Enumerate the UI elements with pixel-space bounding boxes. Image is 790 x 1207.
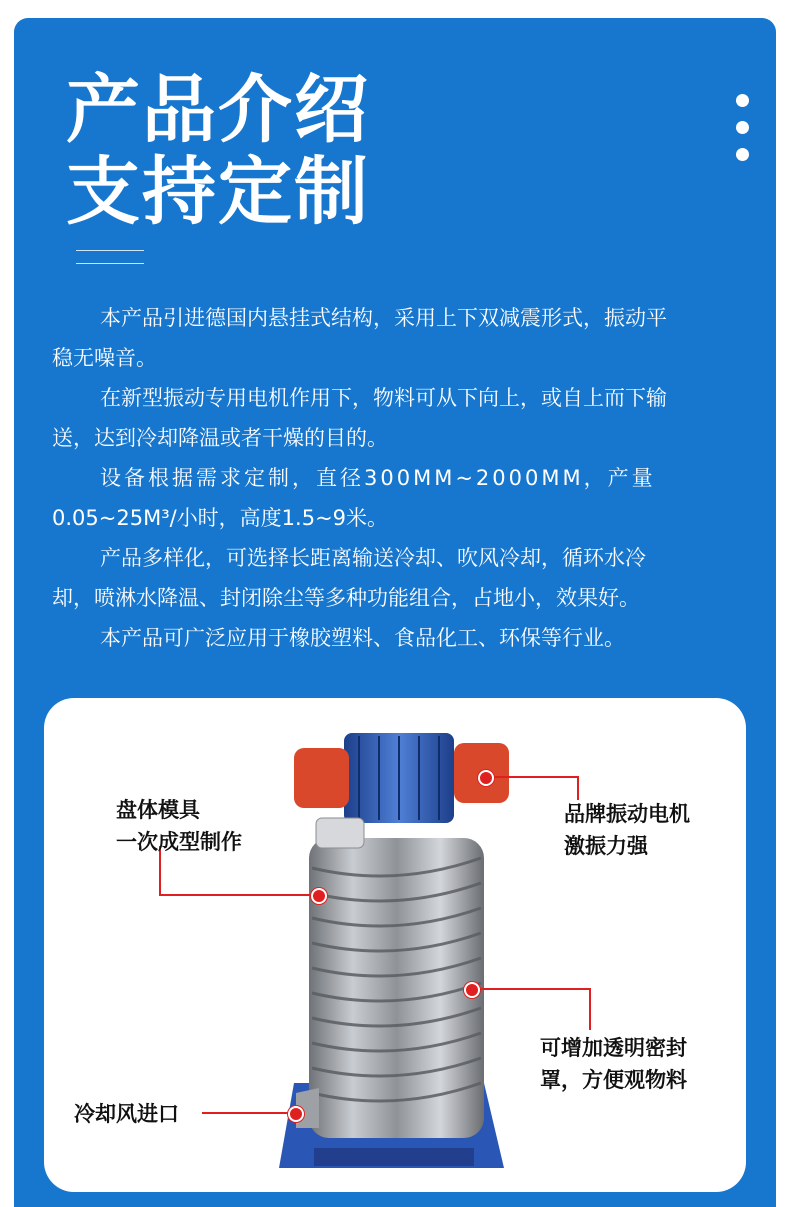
title-divider — [76, 250, 144, 264]
intro-p2-line1: 在新型振动专用电机作用下，物料可从下向上，或自上而下输 — [100, 386, 667, 410]
spiral-cylinder — [309, 838, 484, 1138]
callout-label-motor-1: 品牌振动电机 — [564, 802, 690, 826]
intro-paragraph-3 — [52, 458, 742, 538]
intro-paragraph-1 — [52, 298, 742, 378]
callout-label-plate-1: 盘体模具 — [116, 798, 200, 822]
page-title-line2: 支持定制 — [66, 149, 370, 235]
intro-paragraph-4 — [52, 538, 742, 618]
callout-line-left-bottom — [202, 1112, 288, 1114]
intro-p5-line1: 本产品可广泛应用于橡胶塑料、食品化工、环保等行业。 — [100, 626, 625, 650]
callout-label-cover-2: 罩，方便观物料 — [540, 1068, 687, 1092]
intro-paragraph-2 — [52, 378, 742, 458]
intro-p4-line1: 产品多样化，可选择长距离输送冷却、吹风冷却，循环水冷 — [100, 546, 646, 570]
callout-label-cover-1: 可增加透明密封 — [540, 1036, 687, 1060]
callout-label-motor-2: 激振力强 — [564, 834, 648, 858]
callout-line-left-top-horizontal — [159, 894, 315, 896]
callout-pin-right-mid — [464, 982, 480, 998]
intro-p1-line1: 本产品引进德国内悬挂式结构，采用上下双减震形式，振动平 — [100, 306, 667, 330]
page-title-line1: 产品介绍 — [66, 67, 370, 153]
intro-p3-line1: 设备根据需求定制，直径300MM~2000MM，产量 — [100, 466, 656, 490]
callout-line-right-mid-horizontal — [476, 988, 590, 990]
intro-p4-line2: 却，喷淋水降温、封闭除尘等多种功能组合，占地小，效果好。 — [52, 586, 640, 610]
intro-p3-line2: 0.05~25M³/小时，高度1.5~9米。 — [52, 506, 389, 530]
callout-line-right-top-horizontal — [488, 776, 578, 778]
vertical-dots-icon[interactable] — [736, 94, 749, 175]
intro-p2-line2: 送，达到冷却降温或者干燥的目的。 — [52, 426, 388, 450]
left-motor — [294, 748, 349, 808]
callout-label-air-inlet: 冷却风进口 — [74, 1102, 179, 1126]
intro-paragraph-5 — [52, 618, 742, 658]
callout-line-right-mid-vertical — [589, 988, 591, 1030]
callout-line-right-top-vertical — [577, 776, 579, 800]
callout-pin-right-top — [478, 770, 494, 786]
callout-label-plate-2: 一次成型制作 — [116, 830, 242, 854]
callout-pin-left-top — [311, 888, 327, 904]
intro-p1-line2: 稳无噪音。 — [52, 346, 157, 370]
callout-pin-left-bottom — [288, 1106, 304, 1122]
product-photo-panel — [44, 698, 746, 1192]
